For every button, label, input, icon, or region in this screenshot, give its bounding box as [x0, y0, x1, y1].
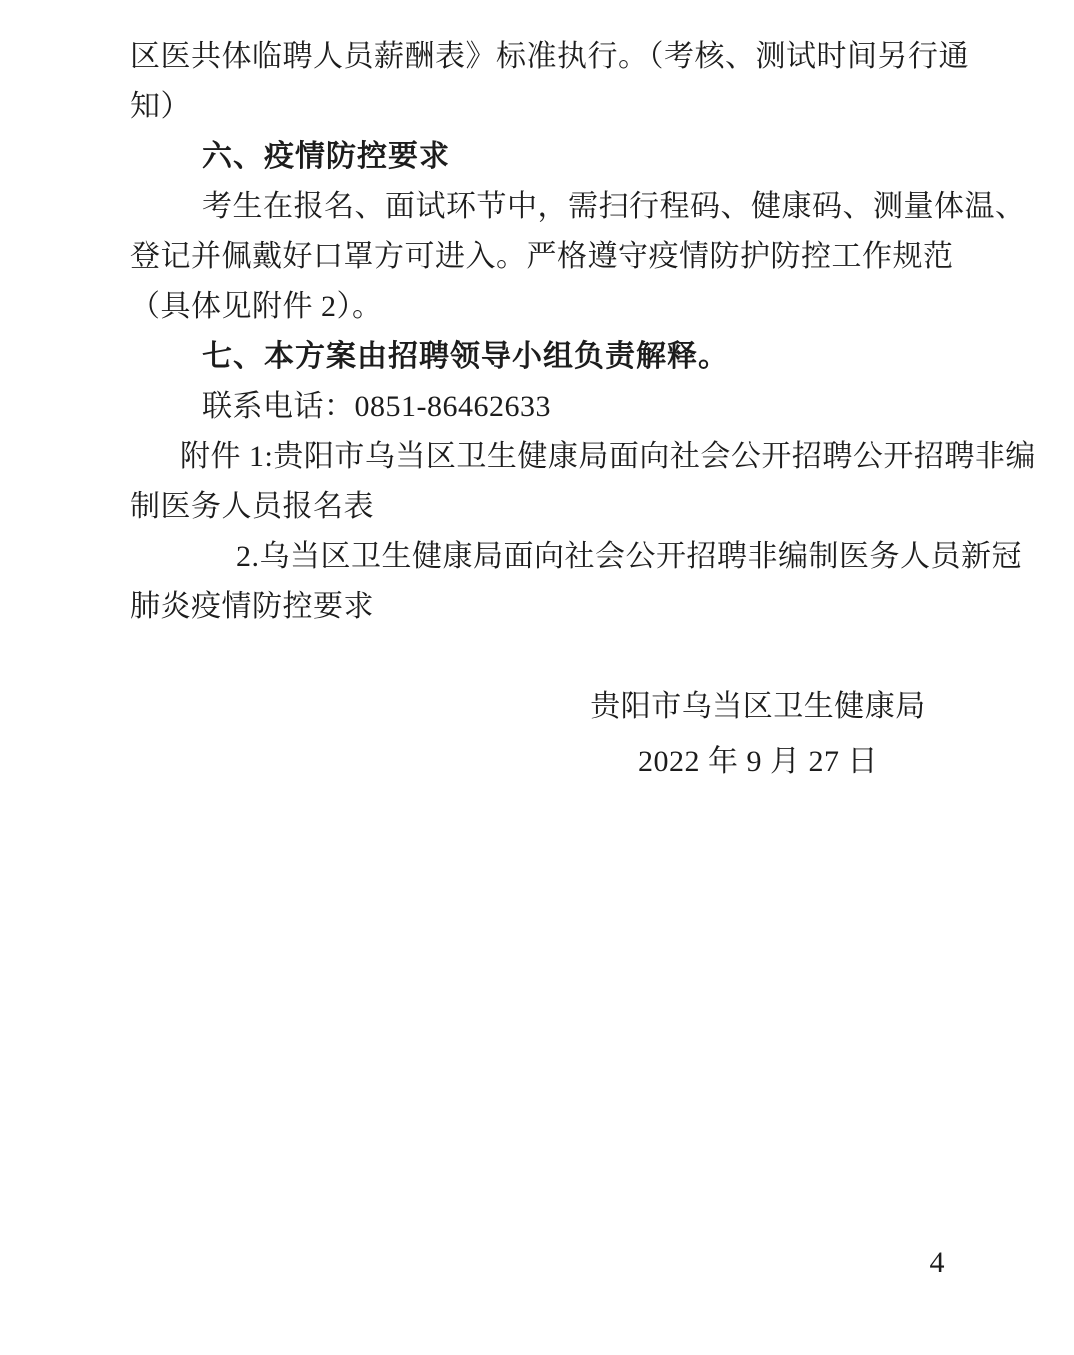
signature-date: 2022 年 9 月 27 日 [638, 745, 878, 778]
document-body [130, 32, 1036, 787]
blank-line [130, 632, 950, 682]
salary-standard-line-end: 知） [130, 90, 191, 123]
attachment-2-line-2: 肺炎疫情防控要求 [130, 590, 374, 623]
attachment-2-line-1: 2.乌当区卫生健康局面向社会公开招聘非编制医务人员新冠 [236, 540, 1022, 573]
salary-standard-line-continuation: 区医共体临聘人员薪酬表》标准执行。（考核、测试时间另行通 [130, 40, 969, 73]
signature-block [588, 682, 928, 787]
section-seven-heading: 七、本方案由招聘领导小组负责解释。 [202, 340, 729, 373]
attachment-1-line-1: 附件 1:贵阳市乌当区卫生健康局面向社会公开招聘公开招聘非编 [180, 440, 1036, 473]
covid-requirements-line-2: 登记并佩戴好口罩方可进入。严格遵守疫情防护防控工作规范 [130, 240, 954, 273]
covid-requirements-line-1: 考生在报名、面试环节中，需扫行程码、健康码、测量体温、 [202, 190, 1026, 223]
contact-phone-line: 联系电话：0851-86462633 [202, 390, 551, 423]
signature-organization: 贵阳市乌当区卫生健康局 [590, 690, 926, 723]
page-number: 4 [929, 1246, 945, 1279]
section-six-heading: 六、疫情防控要求 [202, 140, 450, 173]
attachment-1-line-2: 制医务人员报名表 [130, 490, 374, 523]
covid-requirements-line-3: （具体见附件 2）。 [130, 290, 383, 323]
